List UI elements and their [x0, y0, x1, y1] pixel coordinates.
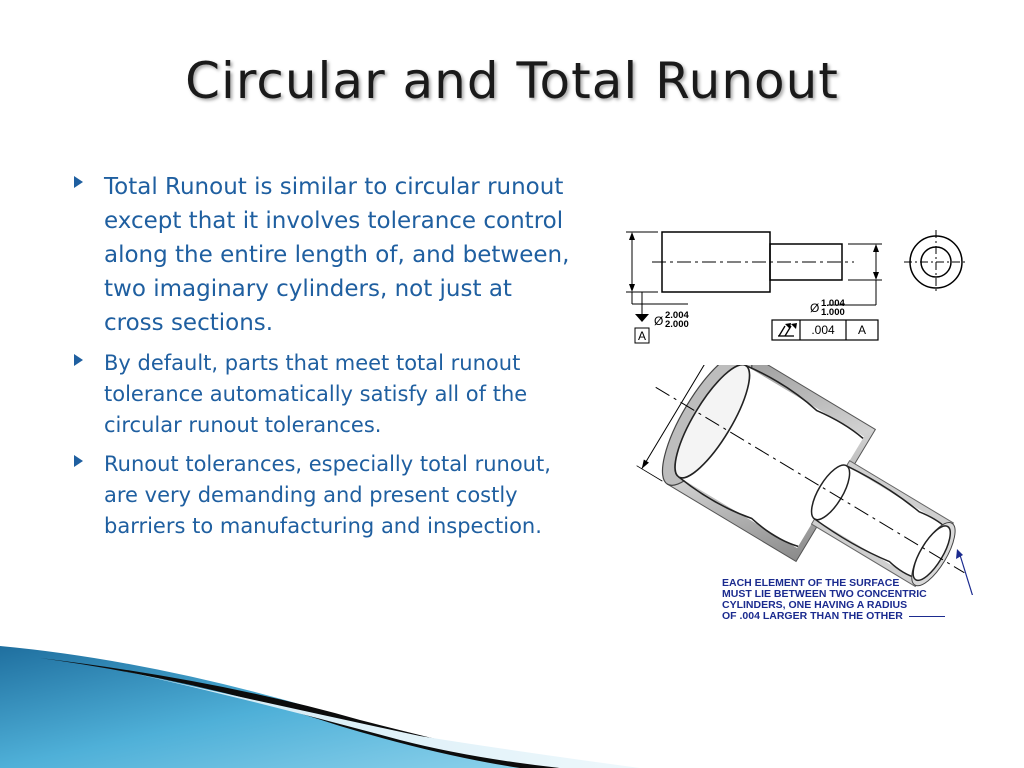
- diameter-symbol: Ø: [810, 301, 820, 315]
- dia-large-upper: 2.004: [665, 310, 689, 321]
- runout-drawing: [618, 222, 978, 352]
- note-line: EACH ELEMENT OF THE SURFACE: [722, 577, 900, 589]
- datum-triangle-icon: [635, 314, 649, 322]
- note-line: MUST LIE BETWEEN TWO CONCENTRIC: [722, 588, 927, 600]
- bullet-item: [74, 449, 574, 542]
- note-line: CYLINDERS, ONE HAVING A RADIUS: [722, 599, 908, 611]
- note-leader: [909, 616, 945, 617]
- fcf-tolerance: .004: [811, 323, 835, 337]
- bullet-item: [74, 170, 574, 340]
- bullet-text: Runout tolerances, especially total runout, are very demanding and present costly barriers to manufacturing and inspection.: [104, 452, 551, 538]
- bullet-item: [74, 348, 574, 441]
- fcf-datum: A: [857, 323, 867, 337]
- bullet-arrow-icon: [74, 354, 83, 366]
- diameter-symbol: Ø: [654, 314, 664, 328]
- note-line: OF .004 LARGER THAN THE OTHER: [722, 610, 903, 622]
- decorative-swoosh: [0, 640, 1024, 768]
- tolerance-note: [722, 578, 972, 622]
- slide-title: Circular and Total Runout: [185, 52, 839, 110]
- datum-label: A: [637, 329, 647, 343]
- bullet-arrow-icon: [74, 455, 83, 467]
- dia-small-upper: 1.004: [821, 298, 845, 309]
- runout-isometric-illustration: [620, 365, 1000, 595]
- dia-small-lower: 1.000: [821, 307, 845, 318]
- bullet-list: [74, 170, 574, 550]
- bullet-text: Total Runout is similar to circular runout except that it involves tolerance control along the entire length of, and between, two imaginary cylinders, not just at cross sections.: [104, 174, 570, 336]
- dia-large-lower: 2.000: [665, 319, 689, 330]
- bullet-arrow-icon: [74, 176, 83, 188]
- bullet-text: By default, parts that meet total runout tolerance automatically satisfy all of the circular runout tolerances.: [104, 351, 528, 437]
